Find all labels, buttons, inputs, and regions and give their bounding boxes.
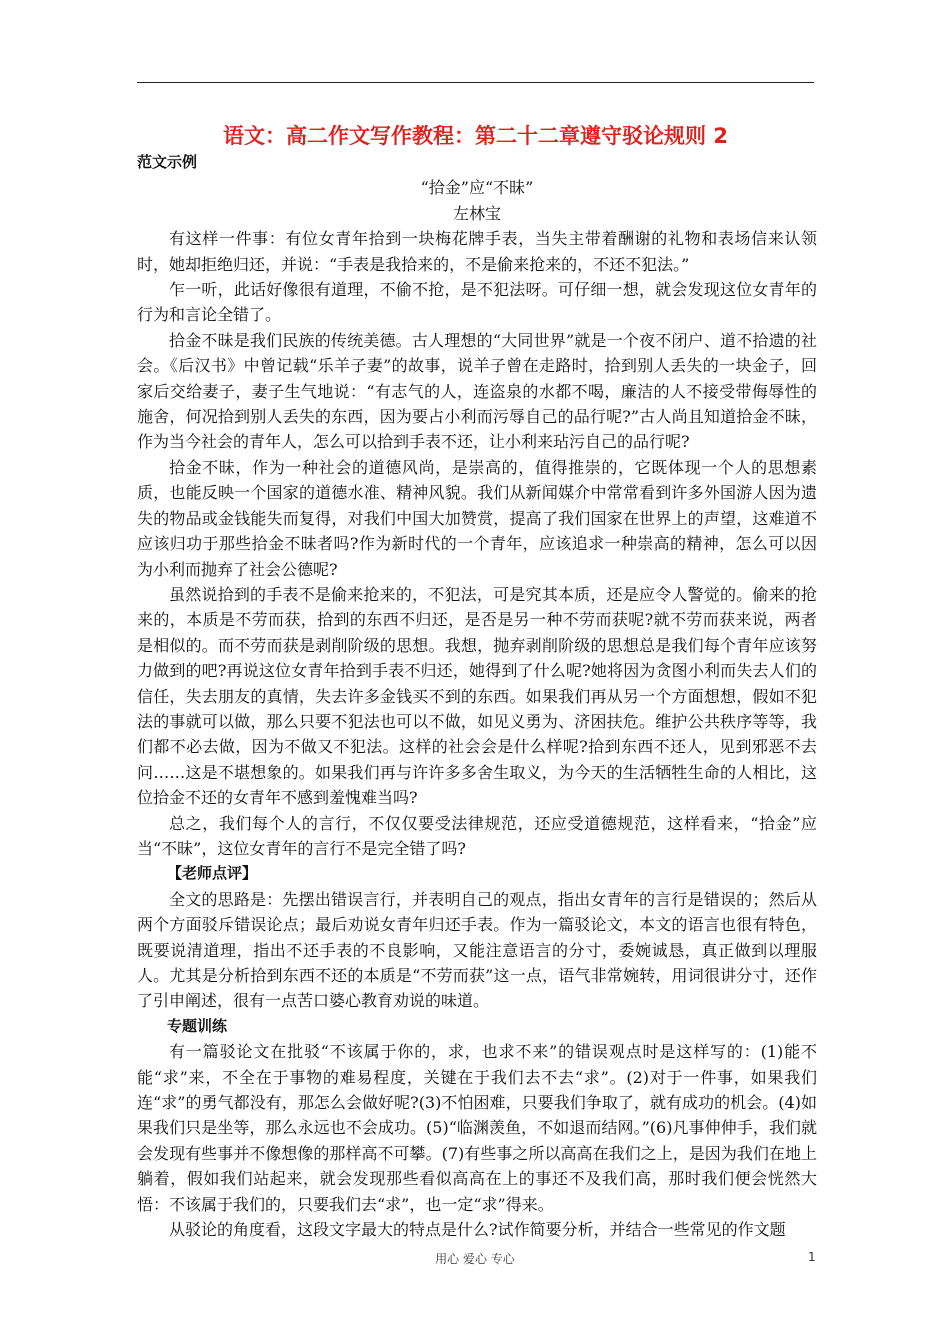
document-title: 语文：高二作文写作教程：第二十二章遵守驳论规则 2 [223, 124, 728, 148]
teacher-comment-heading: 【老师点评】 [167, 864, 258, 883]
essay-paragraph: 乍一听，此话好像很有道理，不偷不抢，是不犯法呀。可仔细一想，就会发现这位女青年的行为和言论全错了。 [137, 280, 817, 325]
page-number: 1 [808, 1250, 816, 1264]
essay-paragraph: 有这样一件事：有位女青年拾到一块梅花牌手表，当失主带着酬谢的礼物和表场信来认领时，她却拒绝归还，并说：“手表是我拾来的，不是偷来抢来的，不还不犯法。” [137, 229, 817, 274]
essay-paragraph: 虽然说拾到的手表不是偷来抢来的，不犯法，可是究其本质，还是应令人警觉的。偷来的抢来的，本质是不劳而获，拾到的东西不归还，是否是另一种不劳而获呢?就不劳而获来说，两者是相似的。而不劳而获是剥削阶级的思想。我想，抛弃剥削阶级的思想总是我们每个青年应该努力做到的吧?再说这位女青年拾到手表不归还，她得到了什么呢?她将因为贪图小利而失去人们的信任，失去朋友的真情，失去许多金钱买不到的东西。如果我们再从另一个方面想想，假如不犯法的事就可以做，那么只要不犯法也可以不做，如见义勇为、济困扶危。维护公共秩序等等，我们都不必去做，因为不做又不犯法。这样的社会会是什么样呢?拾到东西不还人，见到邪恶不去问……这是不堪想象的。如果我们再与许许多多舍生取义，为今天的生活牺牲生命的人相比，这位拾金不还的女青年不感到羞愧难当吗? [137, 584, 817, 808]
essay-paragraph: 拾金不昧，作为一种社会的道德风尚，是崇高的，值得推崇的，它既体现一个人的思想素质，也能反映一个国家的道德水准、精神风貌。我们从新闻媒介中常常看到许多外国游人因为遗失的物品或金钱能失而复得，对我们中国大加赞赏，提高了我们国家在世界上的声望，这难道不应该归功于那些拾金不昧者吗?作为新时代的一个青年，应该追求一种崇高的精神，怎么可以因为小利而抛弃了社会公德呢? [137, 457, 817, 579]
section-example-label: 范文示例 [137, 153, 198, 171]
header-rule [137, 82, 814, 83]
question-text: 从驳论的角度看，这段文字最大的特点是什么?试作简要分析，并结合一些常见的作文题 [169, 1220, 786, 1240]
essay-paragraph: 总之，我们每个人的言行，不仅仅要受法律规范，还应受道德规范，这样看来，“拾金”应当“不昧”，这位女青年的言行不是完全错了吗? [137, 813, 817, 858]
essay-author: 左林宝 [452, 203, 501, 223]
training-text: 有一篇驳论文在批驳“不该属于你的，求，也求不来”的错误观点时是这样写的：(1)能不能“求”来，不全在于事物的难易程度，关键在于我们去不去“求”。(2)对于一件事，如果我们连“求”的勇气都没有，那怎么会做好呢?(3)不怕困难，只要我们争取了，就有成功的机会。(4)如果我们只是坐等，那么永远也不会成功。(5)“临渊羡鱼，不如退而结网。”(6)凡事伸伸手，我们就会发现有些事并不像想像的那样高不可攀。(7)有些事之所以高高在我们之上，是因为我们在地上躺着，假如我们站起来，就会发现那些看似高高在上的事还不及我们高，那时我们便会恍然大悟：不该属于我们的，只要我们去“求”，也一定“求”得来。 [137, 1042, 817, 1214]
training-heading: 专题训练 [167, 1016, 228, 1035]
document-body [137, 150, 817, 1242]
footer-motto: 用心 爱心 专心 [435, 1252, 515, 1266]
essay-paragraph: 拾金不昧是我们民族的传统美德。古人理想的“大同世界”就是一个夜不闭户、道不拾遗的社会。《后汉书》中曾记载“乐羊子妻”的故事，说羊子曾在走路时，拾到别人丢失的一块金子，回家后交给妻子，妻子生气地说：“有志气的人，连盗泉的水都不喝，廉洁的人不接受带侮辱性的施舍，何况拾到别人丢失的东西，因为要占小利而污辱自己的品行呢?”古人尚且知道拾金不昧，作为当今社会的青年人，怎么可以拾到手表不还，让小利来玷污自己的品行呢? [137, 330, 817, 452]
teacher-comment-text: 全文的思路是：先摆出错误言行，并表明自己的观点，指出女青年的言行是错误的；然后从两个方面驳斥错误论点；最后劝说女青年归还手表。作为一篇驳论文，本文的语言也很有特色，既要说清道理，指出不还手表的不良影响，又能注意语言的分寸，委婉诚恳，真正做到以理服人。尤其是分析拾到东西不还的本质是“不劳而获”这一点，语气非常婉转，用词很讲分寸，还作了引申阐述，很有一点苦口婆心教育劝说的味道。 [137, 889, 817, 1011]
essay-title: “拾金”应“不昧” [420, 178, 534, 198]
